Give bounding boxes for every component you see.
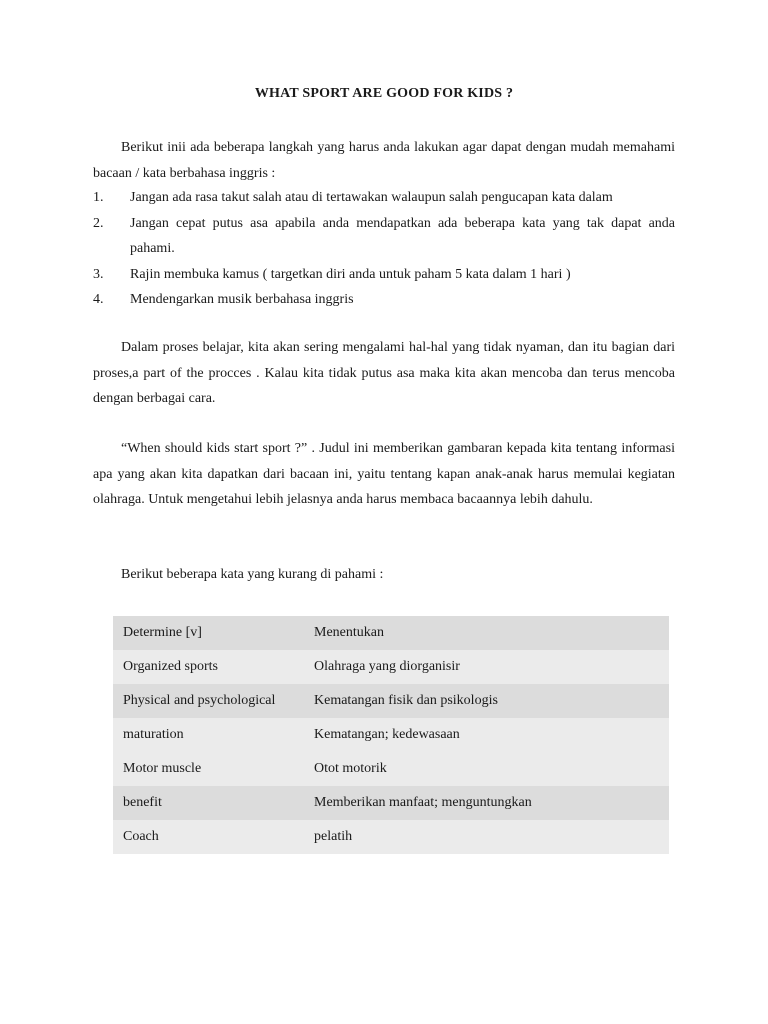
list-number: 1. bbox=[93, 190, 104, 205]
list-number: 4. bbox=[93, 292, 104, 307]
table-row bbox=[113, 752, 669, 786]
vocab-term: benefit bbox=[113, 786, 304, 820]
steps-list bbox=[93, 185, 675, 313]
document-title: WHAT SPORT ARE GOOD FOR KIDS ? bbox=[254, 86, 514, 101]
table-row bbox=[113, 616, 669, 650]
list-text: Mendengarkan musik berbahasa inggris bbox=[130, 292, 354, 307]
vocab-term: Physical and psychological bbox=[113, 684, 304, 718]
vocabulary-intro: Berikut beberapa kata yang kurang di pahami : bbox=[121, 567, 384, 582]
vocab-meaning: Otot motorik bbox=[304, 752, 669, 786]
vocabulary-table bbox=[113, 616, 669, 854]
vocab-meaning: Kematangan fisik dan psikologis bbox=[304, 684, 669, 718]
vocab-term: maturation bbox=[113, 718, 304, 752]
list-number: 2. bbox=[93, 215, 104, 231]
list-item bbox=[93, 211, 675, 262]
list-text: Jangan ada rasa takut salah atau di tertawakan walaupun salah pengucapan kata dalam bbox=[130, 190, 613, 205]
list-item bbox=[93, 185, 675, 211]
list-number: 3. bbox=[93, 266, 104, 282]
table-row bbox=[113, 650, 669, 684]
title-explanation-paragraph: “When should kids start sport ?” . Judul ini memberikan gambaran kepada kita tentang informasi apa yang akan kita dapatkan dari bacaan ini, yaitu tentang kapan anak-anak harus memulai kegiatan olahraga. Untuk mengetahui lebih jelasnya anda harus membaca bacaannya lebih dahulu. bbox=[93, 441, 675, 507]
vocab-meaning: Kematangan; kedewasaan bbox=[304, 718, 669, 752]
learning-paragraph: Dalam proses belajar, kita akan sering mengalami hal-hal yang tidak nyaman, dan itu bagian dari proses,a part of the procces . Kalau kita tidak putus asa maka kita akan mencoba dan terus mencoba dengan berbagai cara. bbox=[93, 340, 675, 406]
table-row bbox=[113, 820, 669, 854]
vocab-term: Organized sports bbox=[113, 650, 304, 684]
vocab-meaning: pelatih bbox=[304, 820, 669, 854]
vocab-term: Determine [v] bbox=[113, 616, 304, 650]
list-text: Jangan cepat putus asa apabila anda mendapatkan ada beberapa kata yang tak dapat anda pahami. bbox=[130, 215, 675, 256]
table-row bbox=[113, 718, 669, 752]
vocab-term: Coach bbox=[113, 820, 304, 854]
list-item bbox=[93, 262, 675, 288]
vocab-meaning: Memberikan manfaat; menguntungkan bbox=[304, 786, 669, 820]
intro-paragraph: Berikut inii ada beberapa langkah yang harus anda lakukan agar dapat dengan mudah memahami bacaan / kata berbahasa inggris : bbox=[93, 140, 675, 181]
vocab-meaning: Menentukan bbox=[304, 616, 669, 650]
list-text: Rajin membuka kamus ( targetkan diri anda untuk paham 5 kata dalam 1 hari ) bbox=[130, 266, 571, 282]
table-row bbox=[113, 786, 669, 820]
table-row bbox=[113, 684, 669, 718]
list-item bbox=[93, 287, 675, 313]
vocab-term: Motor muscle bbox=[113, 752, 304, 786]
vocab-meaning: Olahraga yang diorganisir bbox=[304, 650, 669, 684]
